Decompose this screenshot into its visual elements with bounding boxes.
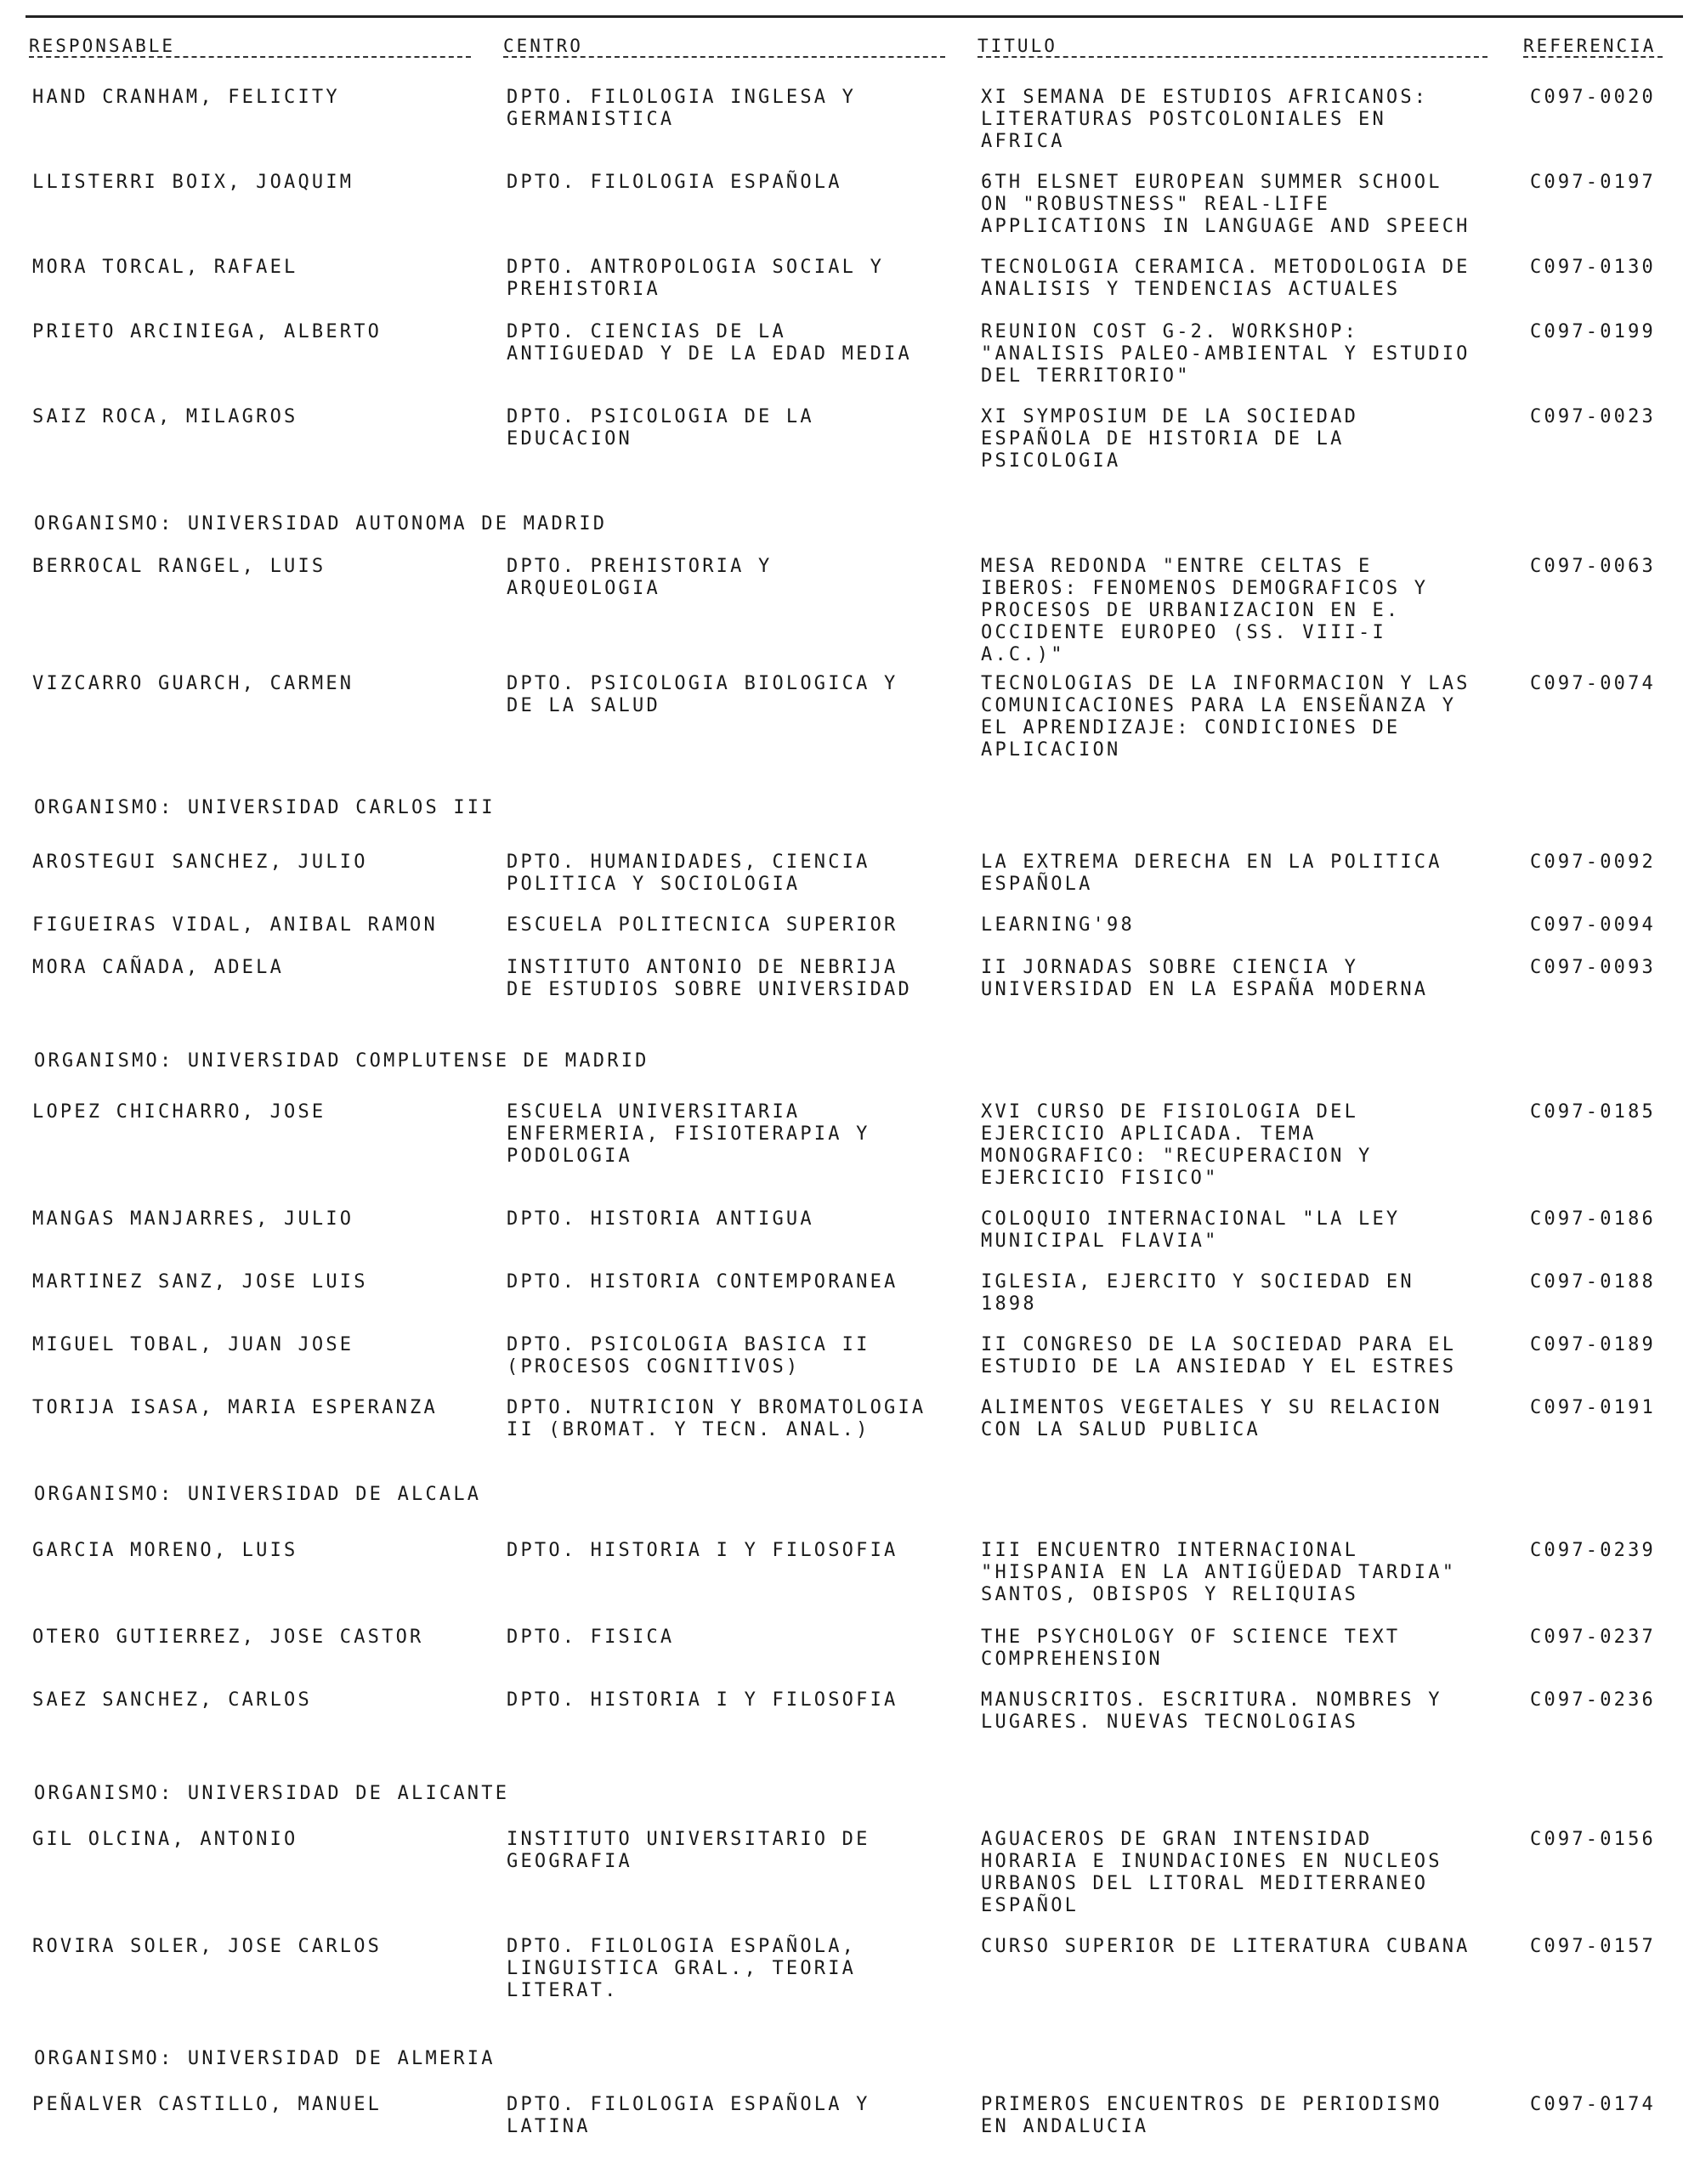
organismo-heading: ORGANISMO: UNIVERSIDAD AUTONOMA DE MADRID	[34, 513, 608, 535]
referencia-cell: C097-0197	[1530, 172, 1657, 193]
referencia-cell: C097-0186	[1530, 1208, 1657, 1230]
responsable-cell: GARCIA MORENO, LUIS	[32, 1540, 298, 1561]
centro-cell: INSTITUTO ANTONIO DE NEBRIJA DE ESTUDIOS SOBRE UNIVERSIDAD	[507, 957, 912, 1000]
header-underline	[29, 56, 471, 58]
centro-cell: DPTO. HISTORIA I Y FILOSOFIA	[507, 1689, 898, 1711]
organismo-heading: ORGANISMO: UNIVERSIDAD CARLOS III	[34, 797, 496, 818]
responsable-cell: HAND CRANHAM, FELICITY	[32, 87, 340, 108]
centro-cell: DPTO. ANTROPOLOGIA SOCIAL Y PREHISTORIA	[507, 257, 885, 300]
titulo-cell: MESA REDONDA "ENTRE CELTAS E IBEROS: FENOMENOS DEMOGRAFICOS Y PROCESOS DE URBANIZACION EN E. OCCIDENTE EUROPEO (SS. VIII-I A.C.)"	[981, 556, 1429, 665]
titulo-cell: CURSO SUPERIOR DE LITERATURA CUBANA	[981, 1936, 1470, 1957]
header-underline	[1523, 56, 1663, 58]
responsable-cell: MANGAS MANJARRES, JULIO	[32, 1208, 354, 1230]
responsable-cell: PEÑALVER CASTILLO, MANUEL	[32, 2094, 382, 2115]
centro-cell: DPTO. PREHISTORIA Y ARQUEOLOGIA	[507, 556, 773, 599]
titulo-cell: COLOQUIO INTERNACIONAL "LA LEY MUNICIPAL FLAVIA"	[981, 1208, 1401, 1252]
responsable-cell: BERROCAL RANGEL, LUIS	[32, 556, 326, 577]
centro-cell: DPTO. FISICA	[507, 1627, 675, 1648]
referencia-cell: C097-0239	[1530, 1540, 1657, 1561]
titulo-cell: ALIMENTOS VEGETALES Y SU RELACION CON LA SALUD PUBLICA	[981, 1397, 1442, 1440]
responsable-cell: MORA TORCAL, RAFAEL	[32, 257, 298, 278]
referencia-cell: C097-0236	[1530, 1689, 1657, 1711]
referencia-cell: C097-0130	[1530, 257, 1657, 278]
responsable-cell: MARTINEZ SANZ, JOSE LUIS	[32, 1271, 368, 1293]
referencia-cell: C097-0092	[1530, 852, 1657, 873]
responsable-cell: SAIZ ROCA, MILAGROS	[32, 406, 298, 427]
referencia-cell: C097-0023	[1530, 406, 1657, 427]
responsable-cell: VIZCARRO GUARCH, CARMEN	[32, 673, 354, 694]
centro-cell: ESCUELA UNIVERSITARIA ENFERMERIA, FISIOTERAPIA Y PODOLOGIA	[507, 1101, 870, 1167]
responsable-cell: ROVIRA SOLER, JOSE CARLOS	[32, 1936, 382, 1957]
titulo-cell: 6TH ELSNET EUROPEAN SUMMER SCHOOL ON "ROBUSTNESS" REAL-LIFE APPLICATIONS IN LANGUAGE AND SPEECH	[981, 172, 1470, 237]
referencia-cell: C097-0191	[1530, 1397, 1657, 1418]
referencia-cell: C097-0199	[1530, 321, 1657, 342]
top-rule	[26, 15, 1683, 18]
titulo-cell: AGUACEROS DE GRAN INTENSIDAD HORARIA E INUNDACIONES EN NUCLEOS URBANOS DEL LITORAL MEDITERRANEO ESPAÑOL	[981, 1829, 1442, 1916]
centro-cell: DPTO. FILOLOGIA ESPAÑOLA, LINGUISTICA GRAL., TEORIA LITERAT.	[507, 1936, 857, 2001]
titulo-cell: PRIMEROS ENCUENTROS DE PERIODISMO EN ANDALUCIA	[981, 2094, 1442, 2137]
centro-cell: DPTO. FILOLOGIA ESPAÑOLA	[507, 172, 842, 193]
header-referencia: REFERENCIA	[1523, 36, 1657, 56]
referencia-cell: C097-0185	[1530, 1101, 1657, 1123]
header-underline	[503, 56, 945, 58]
centro-cell: ESCUELA POLITECNICA SUPERIOR	[507, 914, 898, 936]
centro-cell: INSTITUTO UNIVERSITARIO DE GEOGRAFIA	[507, 1829, 870, 1872]
referencia-cell: C097-0157	[1530, 1936, 1657, 1957]
organismo-heading: ORGANISMO: UNIVERSIDAD COMPLUTENSE DE MADRID	[34, 1050, 649, 1072]
centro-cell: DPTO. HISTORIA ANTIGUA	[507, 1208, 814, 1230]
titulo-cell: IGLESIA, EJERCITO Y SOCIEDAD EN 1898	[981, 1271, 1414, 1315]
referencia-cell: C097-0174	[1530, 2094, 1657, 2115]
referencia-cell: C097-0094	[1530, 914, 1657, 936]
responsable-cell: MIGUEL TOBAL, JUAN JOSE	[32, 1334, 354, 1355]
responsable-cell: SAEZ SANCHEZ, CARLOS	[32, 1689, 312, 1711]
centro-cell: DPTO. PSICOLOGIA BASICA II (PROCESOS COGNITIVOS)	[507, 1334, 870, 1378]
referencia-cell: C097-0189	[1530, 1334, 1657, 1355]
header-responsable: RESPONSABLE	[29, 36, 176, 56]
responsable-cell: OTERO GUTIERREZ, JOSE CASTOR	[32, 1627, 424, 1648]
titulo-cell: MANUSCRITOS. ESCRITURA. NOMBRES Y LUGARES. NUEVAS TECNOLOGIAS	[981, 1689, 1442, 1733]
referencia-cell: C097-0237	[1530, 1627, 1657, 1648]
titulo-cell: III ENCUENTRO INTERNACIONAL "HISPANIA EN LA ANTIGÜEDAD TARDIA" SANTOS, OBISPOS Y RELIQUIAS	[981, 1540, 1457, 1605]
referencia-cell: C097-0074	[1530, 673, 1657, 694]
referencia-cell: C097-0063	[1530, 556, 1657, 577]
referencia-cell: C097-0020	[1530, 87, 1657, 108]
titulo-cell: II CONGRESO DE LA SOCIEDAD PARA EL ESTUDIO DE LA ANSIEDAD Y EL ESTRES	[981, 1334, 1457, 1378]
responsable-cell: FIGUEIRAS VIDAL, ANIBAL RAMON	[32, 914, 438, 936]
centro-cell: DPTO. HISTORIA I Y FILOSOFIA	[507, 1540, 898, 1561]
responsable-cell: LOPEZ CHICHARRO, JOSE	[32, 1101, 326, 1123]
organismo-heading: ORGANISMO: UNIVERSIDAD DE ALMERIA	[34, 2048, 496, 2069]
centro-cell: DPTO. HUMANIDADES, CIENCIA POLITICA Y SOCIOLOGIA	[507, 852, 870, 895]
referencia-cell: C097-0156	[1530, 1829, 1657, 1850]
centro-cell: DPTO. NUTRICION Y BROMATOLOGIA II (BROMAT. Y TECN. ANAL.)	[507, 1397, 926, 1440]
responsable-cell: AROSTEGUI SANCHEZ, JULIO	[32, 852, 368, 873]
titulo-cell: LEARNING'98	[981, 914, 1135, 936]
responsable-cell: MORA CAÑADA, ADELA	[32, 957, 285, 978]
organismo-heading: ORGANISMO: UNIVERSIDAD DE ALICANTE	[34, 1783, 510, 1804]
responsable-cell: GIL OLCINA, ANTONIO	[32, 1829, 298, 1850]
titulo-cell: II JORNADAS SOBRE CIENCIA Y UNIVERSIDAD EN LA ESPAÑA MODERNA	[981, 957, 1429, 1000]
titulo-cell: LA EXTREMA DERECHA EN LA POLITICA ESPAÑOLA	[981, 852, 1442, 895]
referencia-cell: C097-0188	[1530, 1271, 1657, 1293]
header-underline	[978, 56, 1488, 58]
titulo-cell: THE PSYCHOLOGY OF SCIENCE TEXT COMPREHENSION	[981, 1627, 1401, 1670]
centro-cell: DPTO. CIENCIAS DE LA ANTIGUEDAD Y DE LA EDAD MEDIA	[507, 321, 912, 365]
organismo-heading: ORGANISMO: UNIVERSIDAD DE ALCALA	[34, 1484, 482, 1505]
centro-cell: DPTO. FILOLOGIA ESPAÑOLA Y LATINA	[507, 2094, 870, 2137]
centro-cell: DPTO. HISTORIA CONTEMPORANEA	[507, 1271, 898, 1293]
titulo-cell: TECNOLOGIA CERAMICA. METODOLOGIA DE ANALISIS Y TENDENCIAS ACTUALES	[981, 257, 1470, 300]
centro-cell: DPTO. PSICOLOGIA DE LA EDUCACION	[507, 406, 814, 450]
header-titulo: TITULO	[978, 36, 1057, 56]
titulo-cell: REUNION COST G-2. WORKSHOP: "ANALISIS PALEO-AMBIENTAL Y ESTUDIO DEL TERRITORIO"	[981, 321, 1470, 387]
responsable-cell: LLISTERRI BOIX, JOAQUIM	[32, 172, 354, 193]
centro-cell: DPTO. FILOLOGIA INGLESA Y GERMANISTICA	[507, 87, 857, 130]
titulo-cell: TECNOLOGIAS DE LA INFORMACION Y LAS COMUNICACIONES PARA LA ENSEÑANZA Y EL APRENDIZAJE: CONDICIONES DE APLICACION	[981, 673, 1470, 761]
titulo-cell: XVI CURSO DE FISIOLOGIA DEL EJERCICIO APLICADA. TEMA MONOGRAFICO: "RECUPERACION Y EJERCICIO FISICO"	[981, 1101, 1373, 1189]
responsable-cell: TORIJA ISASA, MARIA ESPERANZA	[32, 1397, 438, 1418]
centro-cell: DPTO. PSICOLOGIA BIOLOGICA Y DE LA SALUD	[507, 673, 898, 716]
titulo-cell: XI SYMPOSIUM DE LA SOCIEDAD ESPAÑOLA DE HISTORIA DE LA PSICOLOGIA	[981, 406, 1359, 472]
referencia-cell: C097-0093	[1530, 957, 1657, 978]
titulo-cell: XI SEMANA DE ESTUDIOS AFRICANOS: LITERATURAS POSTCOLONIALES EN AFRICA	[981, 87, 1429, 152]
header-centro: CENTRO	[503, 36, 583, 56]
responsable-cell: PRIETO ARCINIEGA, ALBERTO	[32, 321, 382, 342]
